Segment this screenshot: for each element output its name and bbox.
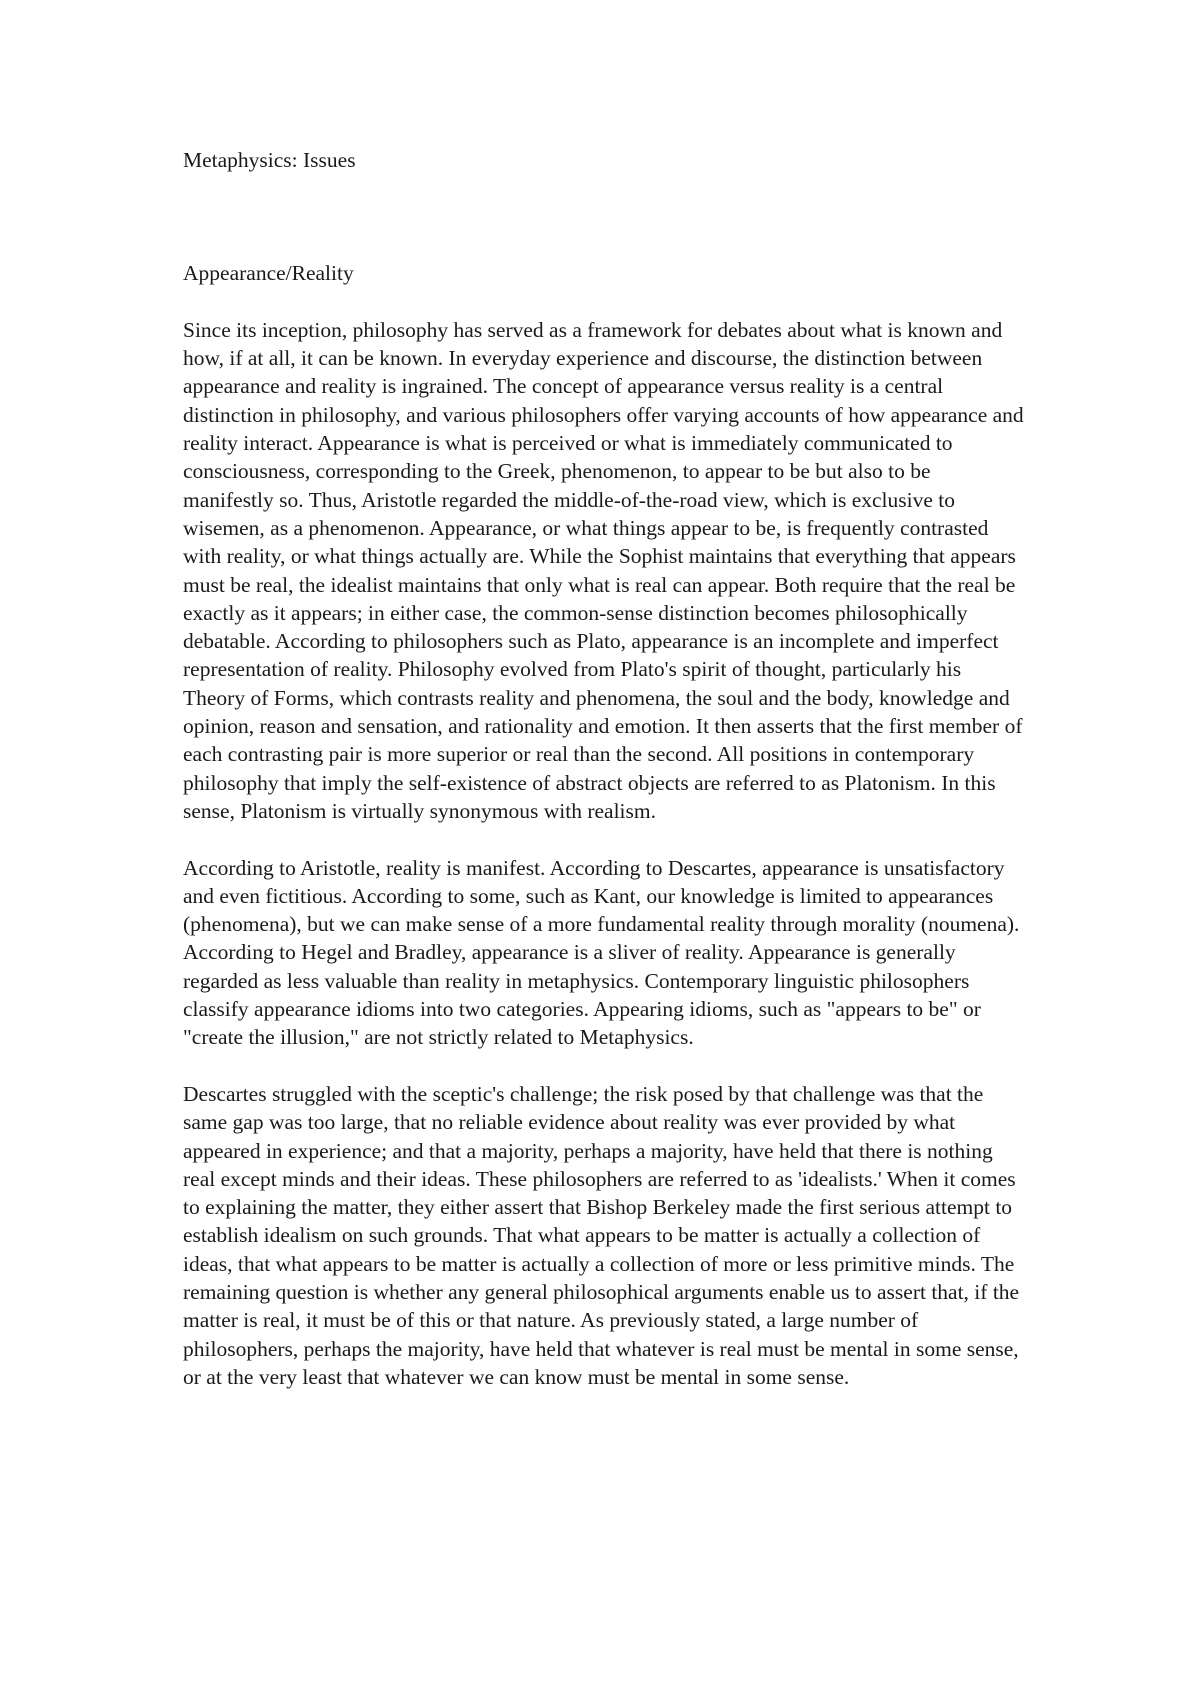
document-title: Metaphysics: Issues bbox=[183, 148, 356, 172]
document-body bbox=[183, 146, 1025, 1391]
paragraph-1: Since its inception, philosophy has served as a framework for debates about what is known and how, if at all, it can be known. In everyday experience and discourse, the distinction between appearance and reality is ingrained. The concept of appearance versus reality is a central distinction in philosophy, and various philosophers offer varying accounts of how appearance and reality interact. Appearance is what is perceived or what is immediately communicated to consciousness, corresponding to the Greek, phenomenon, to appear to be but also to be manifestly so. Thus, Aristotle regarded the middle-of-the-road view, which is exclusive to wisemen, as a phenomenon. Appearance, or what things appear to be, is frequently contrasted with reality, or what things actually are. While the Sophist maintains that everything that appears must be real, the idealist maintains that only what is real can appear. Both require that the real be exactly as it appears; in either case, the common-sense distinction becomes philosophically debatable. According to philosophers such as Plato, appearance is an incomplete and imperfect representation of reality. Philosophy evolved from Plato's spirit of thought, particularly his Theory of Forms, which contrasts reality and phenomena, the soul and the body, knowledge and opinion, reason and sensation, and rationality and emotion. It then asserts that the first member of each contrasting pair is more superior or real than the second. All positions in contemporary philosophy that imply the self-existence of abstract objects are referred to as Platonism. In this sense, Platonism is virtually synonymous with realism. bbox=[183, 317, 1024, 823]
section-heading: Appearance/Reality bbox=[183, 261, 354, 286]
paragraph-2: According to Aristotle, reality is manifest. According to Descartes, appearance is unsatisfactory and even fictitious. According to some, such as Kant, our knowledge is limited to appearances (phenomena), but we can make sense of a more fundamental reality through morality (noumena). According to Hegel and Bradley, appearance is a sliver of reality. Appearance is generally regarded as less valuable than reality in metaphysics. Contemporary linguistic philosophers classify appearance idioms into two categories. Appearing idioms, such as "appears to be" or "create the illusion," are not strictly related to Metaphysics. bbox=[183, 855, 1020, 1050]
paragraph-3: Descartes struggled with the sceptic's challenge; the risk posed by that challenge was that the same gap was too large, that no reliable evidence about reality was ever provided by what appeared in experience; and that a majority, perhaps a majority, have held that there is nothing real except minds and their ideas. These philosophers are referred to as 'idealists.' When it comes to explaining the matter, they either assert that Bishop Berkeley made the first serious attempt to establish idealism on such grounds. That what appears to be matter is actually a collection of ideas, that what appears to be matter is actually a collection of more or less primitive minds. The remaining question is whether any general philosophical arguments enable us to assert that, if the matter is real, it must be of this or that nature. As previously stated, a large number of philosophers, perhaps the majority, have held that whatever is real must be mental in some sense, or at the very least that whatever we can know must be mental in some sense. bbox=[183, 1081, 1020, 1389]
